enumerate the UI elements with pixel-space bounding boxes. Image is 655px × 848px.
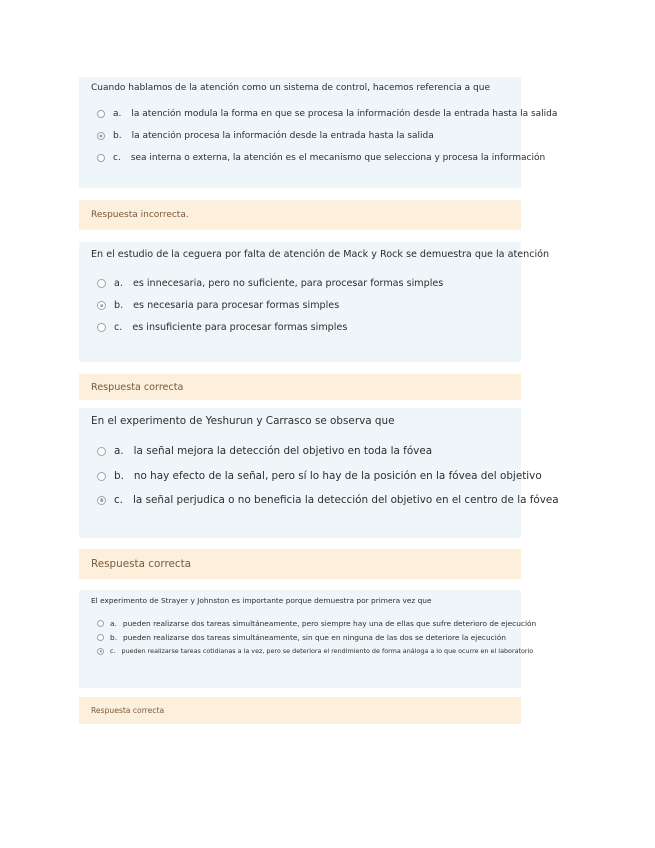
radio-button[interactable] (97, 620, 104, 627)
feedback-3 (79, 549, 521, 579)
feedback-text: Respuesta correcta (91, 381, 184, 393)
option-text: la atención procesa la información desde la entrada hasta la salida (131, 131, 434, 141)
option-text: no hay efecto de la señal, pero sí lo hay de la posición en la fóvea del objetivo (133, 470, 542, 482)
feedback-2 (79, 374, 521, 400)
option-b[interactable] (97, 633, 506, 642)
option-c[interactable] (97, 322, 347, 333)
option-letter: c. (110, 647, 116, 655)
option-text: es insuficiente para procesar formas simples (132, 322, 348, 333)
option-letter: b. (114, 300, 124, 311)
question-1 (79, 77, 558, 188)
option-letter: b. (110, 633, 118, 642)
option-text: la atención modula la forma en que se procesa la información desde la entrada hasta la salida (131, 109, 558, 119)
question-3 (79, 408, 559, 538)
option-text: sea interna o externa, la atención es el mecanismo que selecciona y procesa la información (130, 153, 546, 163)
radio-button-selected[interactable] (97, 648, 104, 655)
option-letter: a. (113, 109, 122, 119)
radio-button[interactable] (97, 472, 106, 481)
option-text: la señal mejora la detección del objetivo en toda la fóvea (133, 445, 433, 457)
option-text: pueden realizarse dos tareas simultáneamente, sin que en ninguna de las dos se deteriore la ejecución (123, 633, 506, 642)
radio-button-selected[interactable] (97, 496, 106, 505)
option-letter: b. (113, 131, 122, 141)
radio-button-selected[interactable] (97, 132, 105, 140)
option-letter: b. (114, 470, 124, 482)
option-text: la señal perjudica o no beneficia la detección del objetivo en el centro de la fóvea (133, 494, 559, 506)
radio-button[interactable] (97, 110, 105, 118)
radio-button-selected[interactable] (97, 301, 106, 310)
radio-button[interactable] (97, 634, 104, 641)
option-a[interactable] (97, 445, 432, 457)
feedback-text: Respuesta correcta (91, 706, 165, 715)
option-b[interactable] (97, 300, 339, 311)
option-a[interactable] (97, 619, 536, 628)
option-text: pueden realizarse dos tareas simultáneamente, pero siempre hay una de ellas que sufre deterioro de ejecución (122, 619, 537, 628)
feedback-text: Respuesta incorrecta. (91, 210, 189, 220)
question-2 (79, 242, 550, 362)
option-letter: c. (114, 494, 124, 506)
feedback-text: Respuesta correcta (91, 558, 192, 570)
option-a[interactable] (97, 278, 443, 289)
question-text: En el estudio de la ceguera por falta de atención de Mack y Rock se demuestra que la atención (91, 249, 550, 260)
radio-button[interactable] (97, 279, 106, 288)
option-text: pueden realizarse tareas cotidianas a la vez, pero se deteriora el rendimiento de forma análoga a lo que ocurre en el laboratorio (121, 647, 534, 655)
option-letter: c. (114, 322, 123, 333)
radio-button[interactable] (97, 447, 106, 456)
option-a[interactable] (97, 109, 557, 119)
option-b[interactable] (97, 470, 542, 482)
option-c[interactable] (97, 153, 545, 163)
question-text: El experimento de Strayer y Johnston es importante porque demuestra por primera vez que (91, 596, 432, 605)
option-letter: a. (114, 278, 123, 289)
question-4 (79, 590, 537, 688)
question-text: En el experimento de Yeshurun y Carrasco se observa que (91, 415, 395, 427)
radio-button[interactable] (97, 154, 105, 162)
option-letter: a. (114, 445, 124, 457)
option-text: es innecesaria, pero no suficiente, para procesar formas simples (132, 278, 444, 289)
option-text: es necesaria para procesar formas simples (133, 300, 340, 311)
question-text: Cuando hablamos de la atención como un sistema de control, hacemos referencia a que (91, 83, 490, 93)
option-c[interactable] (97, 494, 559, 506)
radio-button[interactable] (97, 323, 106, 332)
option-b[interactable] (97, 131, 434, 141)
option-c[interactable] (97, 647, 533, 655)
feedback-1 (79, 200, 521, 230)
option-letter: c. (113, 153, 121, 163)
option-letter: a. (110, 619, 117, 628)
feedback-4 (79, 697, 521, 724)
